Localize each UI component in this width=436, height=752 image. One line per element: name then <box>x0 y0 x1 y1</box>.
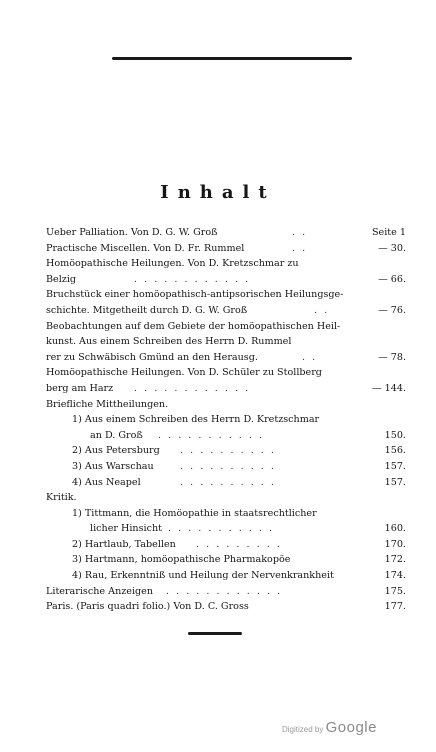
toc-entry-text: Ueber Palliation. Von D. G. W. Groß <box>46 227 218 238</box>
toc-entry-text: schichte. Mitgetheilt durch D. G. W. Groß <box>46 304 248 316</box>
toc-section-heading <box>46 397 406 413</box>
toc-entry <box>46 365 406 381</box>
toc-entry <box>46 459 406 475</box>
leader-dots: . . . . . . . . . . . . <box>134 382 251 394</box>
toc-entry-text: Practische Miscellen. Von D. Fr. Rummel <box>46 242 245 254</box>
table-of-contents <box>46 225 406 615</box>
toc-section-heading <box>46 490 406 506</box>
toc-entry <box>46 428 406 444</box>
toc-entry <box>46 552 406 568</box>
toc-entry-page: — 144. <box>371 382 406 394</box>
toc-entry <box>46 241 406 257</box>
toc-entry-page: — 66. <box>378 273 406 285</box>
toc-entry-text: 3) Aus Warschau <box>72 460 154 472</box>
toc-entry-page: 160. <box>384 523 406 535</box>
leader-dots: . . <box>314 304 330 316</box>
leader-dots: . . . . . . . . . . . . <box>166 585 283 597</box>
toc-entry <box>46 319 406 335</box>
toc-entry-page: 156. <box>384 445 406 457</box>
toc-entry-text: 4) Rau, Erkenntniß und Heilung der Nervenkrankheit <box>72 570 334 582</box>
toc-entry-text: Bruchstück einer homöopathisch-antipsorischen Heilungsge- <box>46 289 344 301</box>
toc-entry <box>46 475 406 491</box>
toc-entry-text: 2) Hartlaub, Tabellen <box>72 538 176 550</box>
digitized-label: Digitized by <box>282 725 324 734</box>
toc-entry-page: 157. <box>384 460 406 472</box>
toc-entry-text: kunst. Aus einem Schreiben des Herrn D. Rummel <box>46 336 292 348</box>
toc-entry-text: 3) Hartmann, homöopathische Pharmakopöe <box>72 554 291 566</box>
toc-entry-page: 172. <box>384 554 406 566</box>
section-heading-text: Briefliche Mittheilungen. <box>46 398 169 410</box>
toc-entry-page: 150. <box>384 429 406 441</box>
top-rule <box>112 57 352 60</box>
toc-entry-text: 4) Aus Neapel <box>72 476 141 488</box>
toc-entry <box>46 303 406 319</box>
toc-entry-text: an D. Groß <box>90 429 143 441</box>
toc-entry-text: 1) Tittmann, die Homöopathie in staatsrechtlicher <box>72 507 317 519</box>
google-logo: Google <box>325 719 377 736</box>
toc-entry-page: 174. <box>384 570 406 582</box>
toc-entry-text: Belzig <box>46 273 77 285</box>
toc-entry <box>46 568 406 584</box>
leader-dots: . . . . . . . . . . <box>180 445 276 457</box>
leader-dots: . . . . . . . . . . <box>180 476 276 488</box>
toc-entry-text: 2) Aus Petersburg <box>72 445 160 457</box>
bottom-rule <box>188 632 242 635</box>
toc-entry <box>46 412 406 428</box>
toc-entry-text: berg am Harz <box>46 382 114 394</box>
toc-entry <box>46 350 406 366</box>
toc-entry-text: rer zu Schwäbisch Gmünd an den Herausg. <box>46 351 258 363</box>
toc-entry-text: 1) Aus einem Schreiben des Herrn D. Kretzschmar <box>72 414 320 426</box>
toc-entry-text: licher Hinsicht <box>90 523 163 535</box>
toc-entry <box>46 584 406 600</box>
toc-entry-page: 177. <box>384 601 406 613</box>
toc-entry-page: — 78. <box>378 351 406 363</box>
leader-dots: . . . . . . . . . . . <box>158 429 265 441</box>
toc-entry <box>46 521 406 537</box>
digitized-watermark <box>282 719 377 736</box>
toc-entry-page: — 76. <box>378 304 406 316</box>
toc-entry <box>46 256 406 272</box>
toc-entry <box>46 225 406 241</box>
section-heading-text: Kritik. <box>46 492 77 504</box>
leader-dots: . . . . . . . . . <box>196 538 282 550</box>
leader-dots: . . <box>292 227 308 238</box>
leader-dots: . . <box>292 242 308 254</box>
toc-entry-text: Literarische Anzeigen <box>46 585 154 597</box>
toc-entry-page: — 30. <box>378 242 406 254</box>
toc-entry-page: Seite 1 <box>371 227 406 238</box>
toc-entry-text: Beobachtungen auf dem Gebiete der homöopathischen Heil- <box>46 320 341 332</box>
toc-entry-text: Paris. (Paris quadri folio.) Von D. C. Gross <box>46 601 249 613</box>
toc-entry-text: Homöopathische Heilungen. Von D. Schüler zu Stollberg <box>46 367 322 379</box>
toc-entry-page: 170. <box>384 538 406 550</box>
leader-dots: . . <box>302 351 318 363</box>
toc-entry <box>46 506 406 522</box>
page-title: Inhalt <box>160 182 276 203</box>
toc-entry <box>46 272 406 288</box>
leader-dots: . . . . . . . . . . . <box>168 523 275 535</box>
toc-entry-text: Homöopathische Heilungen. Von D. Kretzschmar zu <box>46 258 299 270</box>
toc-entry <box>46 334 406 350</box>
toc-entry <box>46 287 406 303</box>
leader-dots: . . . . . . . . . . <box>180 460 276 472</box>
toc-entry <box>46 443 406 459</box>
toc-entry <box>46 381 406 397</box>
toc-entry <box>46 599 406 615</box>
toc-entry-page: 157. <box>384 476 406 488</box>
toc-entry-page: 175. <box>384 585 406 597</box>
leader-dots: . . . . . . . . . . . . <box>134 273 251 285</box>
toc-entry <box>46 537 406 553</box>
